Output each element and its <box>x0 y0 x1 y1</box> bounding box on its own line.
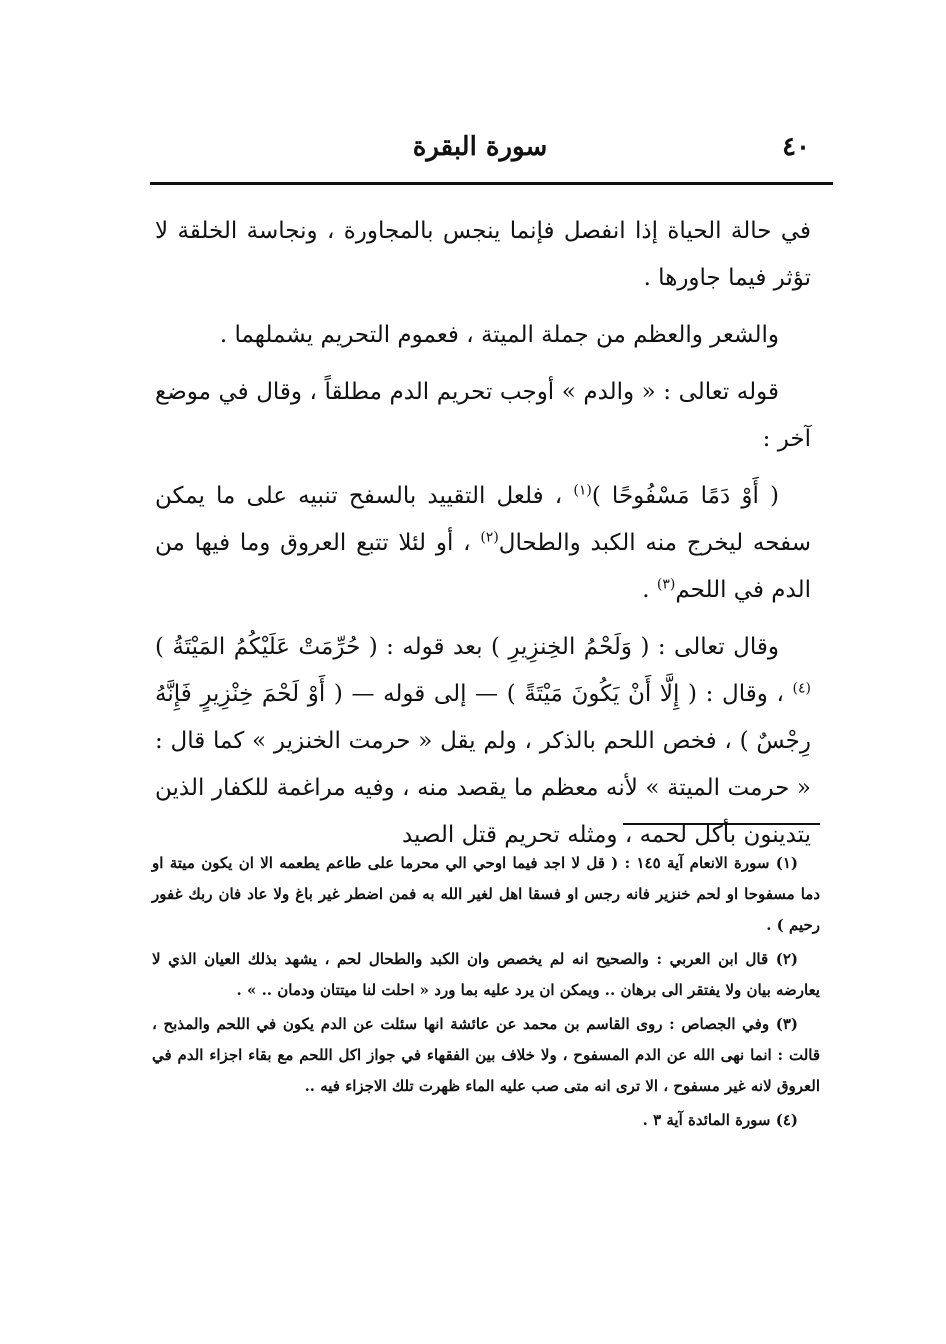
page-header <box>150 132 810 172</box>
paragraph-5-text: وقال تعالى : ( وَلَحْمُ الخِنزِيرِ ) بعد قوله : ( حُرِّمَتْ عَلَيْكُمُ المَيْتَةُ ) <box>155 634 779 660</box>
paragraph-4-text: ، فلعل التقييد بالسفح تنبيه على ما يمكن سفحه ليخرج منه الكبد والطحال <box>155 483 811 556</box>
paragraph-4-end: . <box>642 577 657 603</box>
footnotes <box>152 848 820 1139</box>
footnote-2: (٢) قال ابن العربي : والصحيح انه لم يخصص وان الكبد والطحال لحم ، يشهد بذلك العيان الذي لا يعارضه بيان ولا يفتقر الى برهان .. ويمكن ان يرد عليه بما ورد « احلت لنا ميتتان ودمان .. » . <box>152 950 820 999</box>
paragraph-3: قوله تعالى : « والدم » أوجب تحريم الدم مطلقاً ، وقال في موضع آخر : <box>155 379 811 452</box>
paragraph-2: والشعر والعظم من جملة الميتة ، فعموم التحريم يشملهما . <box>219 322 779 348</box>
footnote-3: (٣) وفي الجصاص : روى القاسم بن محمد عن عائشة انها سئلت عن الدم يكون في اللحم والمذبح ، قالت : انما نهى الله عن الدم المسفوح ، ولا خلاف بين الفقهاء في جواز اكل اللحم مع بقاء اجزاء الدم في العروق لانه غير مسفوح ، الا ترى انه متى صب عليه الماء ظهرت تلك الاجزاء فيه .. <box>152 1015 820 1095</box>
main-text <box>155 208 811 869</box>
paragraph-1: في حالة الحياة إذا انفصل فإنما ينجس بالمجاورة ، ونجاسة الخلقة لا تؤثر فيما جاورها . <box>155 218 811 291</box>
footnote-rule <box>623 823 820 825</box>
surah-title: سورة البقرة <box>412 132 548 162</box>
quran-quote: ( أَوْ دَمًا مَسْفُوحًا ) <box>591 483 779 509</box>
paragraph-4 <box>155 473 811 614</box>
header-rule <box>150 182 833 185</box>
footnote-1: (١) سورة الانعام آية ١٤٥ : ( قل لا اجد فيما اوحي الي محرما على طاعم يطعمه الا ان يكون ميتة او دما مسفوحا او لحم خنزير فانه رجس او فسقا اهل لغير الله به فمن اضطر غير باغ ولا عاد فان ربك غفور رحيم ) . <box>152 854 820 934</box>
footnote-ref-3: (٣) <box>656 576 676 593</box>
footnote-4: (٤) سورة المائدة آية ٣ . <box>642 1111 798 1129</box>
footnote-ref-1: (١) <box>573 482 592 499</box>
footnote-ref-4: (٤) <box>792 680 811 697</box>
paragraph-5-text-2: ، وقال : ( إِلَّا أَنْ يَكُونَ مَيْتَةً ) — إلى قوله — ( أَوْ لَحْمَ خِنْزِيرٍ فَإِنَّهُ رِجْسٌ ) ، فخص اللحم بالذكر ، ولم يقل « حرمت الخنزير » كما قال : « حرمت الميتة » لأنه معظم ما يقصد منه ، وفيه مراغمة للكفار الذين يتدينون بأكل لحمه ، ومثله تحريم قتل الصيد <box>155 681 811 848</box>
footnote-ref-2: (٢) <box>480 529 499 546</box>
paragraph-4-text-2: ، أو لئلا تتبع العروق وما فيها من الدم في اللحم <box>155 530 811 603</box>
page-number: ٤٠ <box>782 132 810 162</box>
